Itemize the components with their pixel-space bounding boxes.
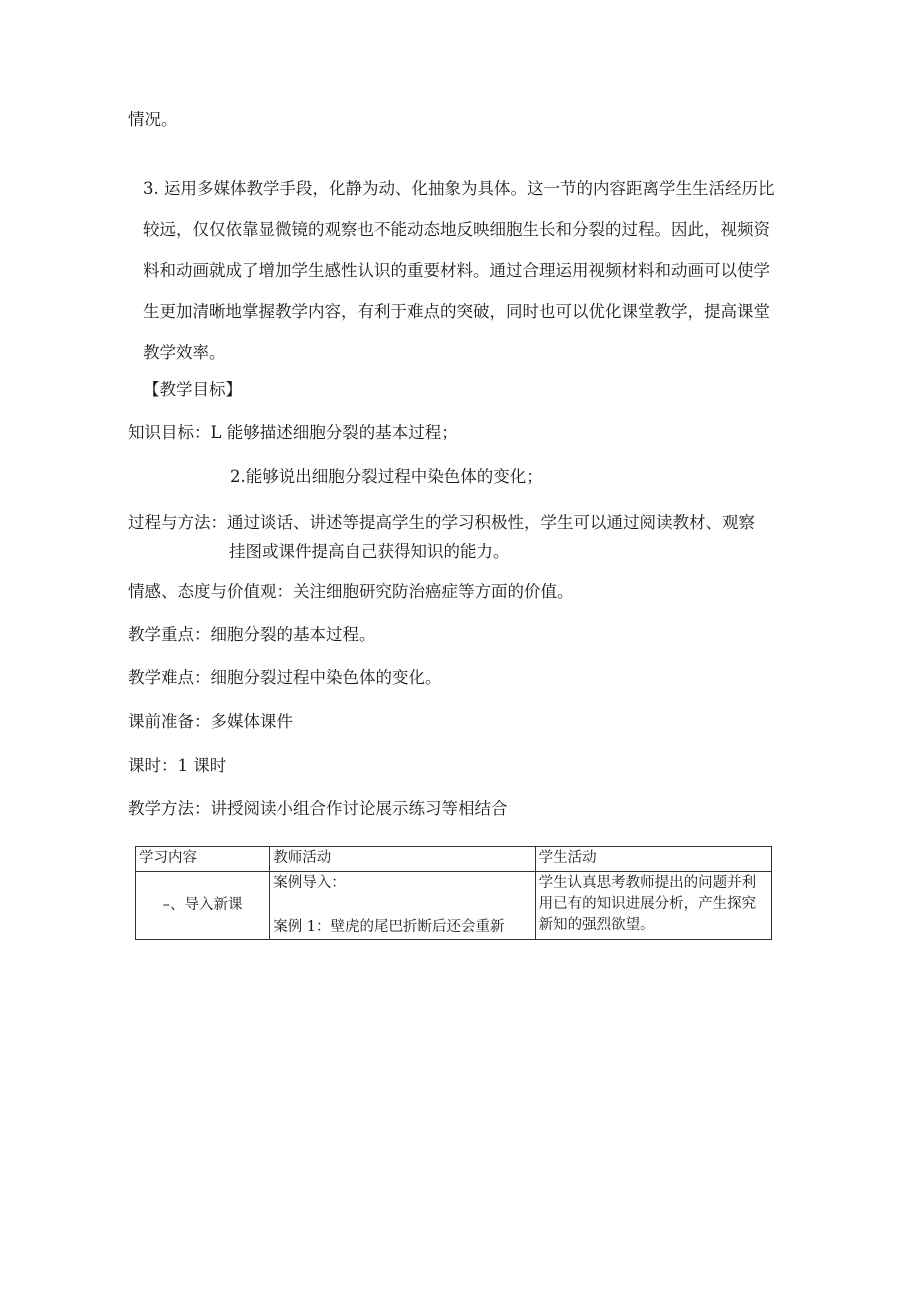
- intro-tail-text: 情况。: [128, 110, 178, 129]
- table-header-row: [136, 847, 772, 872]
- table-row: [136, 872, 772, 940]
- class-hours: 课时：1 课时: [128, 756, 227, 775]
- class-preparation: 课前准备：多媒体课件: [128, 712, 293, 731]
- header-student-activity: 学生活动: [535, 847, 771, 872]
- goals-heading: 【教学目标】: [143, 380, 242, 399]
- teacher-activity-line-2: 案例 1：壁虎的尾巴折断后还会重新: [273, 919, 505, 935]
- emotion-goal: 情感、态度与价值观：关注细胞研究防治癌症等方面的价值。: [128, 582, 574, 601]
- lesson-plan-table: [135, 846, 772, 940]
- header-learning-content: 学习内容: [136, 847, 270, 872]
- header-teacher-activity: 教师活动: [270, 847, 535, 872]
- cell-learning-content: –、导入新课: [136, 872, 270, 940]
- knowledge-goal-2: 2.能够说出细胞分裂过程中染色体的变化；: [230, 467, 543, 486]
- cell-teacher-activity: [270, 872, 535, 940]
- teacher-activity-line-1: 案例导入：: [273, 875, 346, 891]
- difficulty-point: 教学难点：细胞分裂过程中染色体的变化。: [128, 668, 442, 687]
- process-method-line-2: 挂图或课件提高自己获得知识的能力。: [229, 542, 510, 561]
- paragraph-3: 3. 运用多媒体教学手段，化静为动、化抽象为具体。这一节的内容距离学生生活经历比较远，仅仅依靠显微镜的观察也不能动态地反映细胞生长和分裂的过程。因此，视频资料和动画就成了增加学生感性认识的重要材料。通过合理运用视频材料和动画可以使学生更加清晰地掌握教学内容，有利于难点的突破，同时也可以优化课堂教学，提高课堂教学效率。: [143, 179, 775, 362]
- process-method-line-1: 过程与方法：通过谈话、讲述等提高学生的学习积极性，学生可以通过阅读教材、观察: [128, 513, 755, 532]
- cell-student-activity: 学生认真思考教师提出的问题并利用已有的知识进展分析，产生探究新知的强烈欲望。: [535, 872, 771, 940]
- key-point: 教学重点：细胞分裂的基本过程。: [128, 625, 376, 644]
- teaching-methods: 教学方法：讲授阅读小组合作讨论展示练习等相结合: [128, 799, 508, 818]
- knowledge-goal-1: 知识目标：L 能够描述细胞分裂的基本过程；: [128, 423, 458, 442]
